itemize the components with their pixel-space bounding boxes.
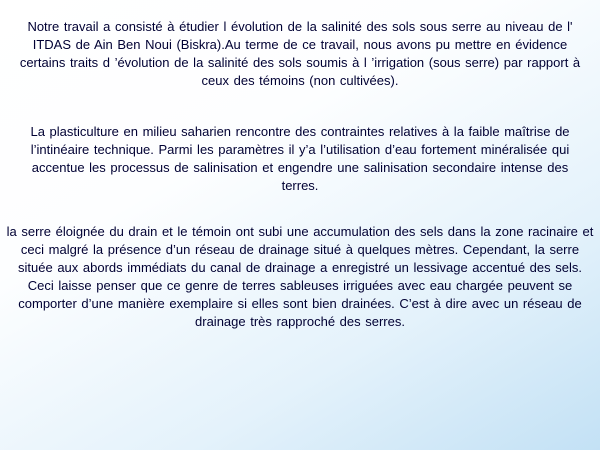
- paragraph-conclusion-intro: Notre travail a consisté à étudier l évolution de la salinité des sols sous serre au niveau de l' ITDAS de Ain Ben Noui (Biskra).Au terme de ce travail, nous avons pu mettre en évidence certains traits d ’évolution de la salinité des sols soumis à l ’irrigation (sous serre) par rapport à ceux des témoins (non cultivées).: [19, 19, 581, 88]
- paragraph-plasticulture-constraints: La plasticulture en milieu saharien rencontre des contraintes relatives à la faible maîtrise de l’intinéaire technique. Parmi les paramètres il y’a l’utilisation d’eau fortement minéralisée qui accentue les processus de salinisation et engendre une salinisation secondaire intense des terres.: [30, 124, 570, 193]
- paragraph-drainage-results: la serre éloignée du drain et le témoin ont subi une accumulation des sels dans la zone racinaire et ceci malgré la présence d’un réseau de drainage situé à quelques mètres. Cependant, la serre située aux abords immédiats du canal de drainage a enregistré un lessivage accentué des sels. Ceci laisse penser que ce genre de terres sableuses irriguées avec eau chargée peuvent se comporter d’une manière exemplaire si elles sont bien drainées. C’est à dire avec un réseau de drainage très rapproché des serres.: [6, 224, 594, 329]
